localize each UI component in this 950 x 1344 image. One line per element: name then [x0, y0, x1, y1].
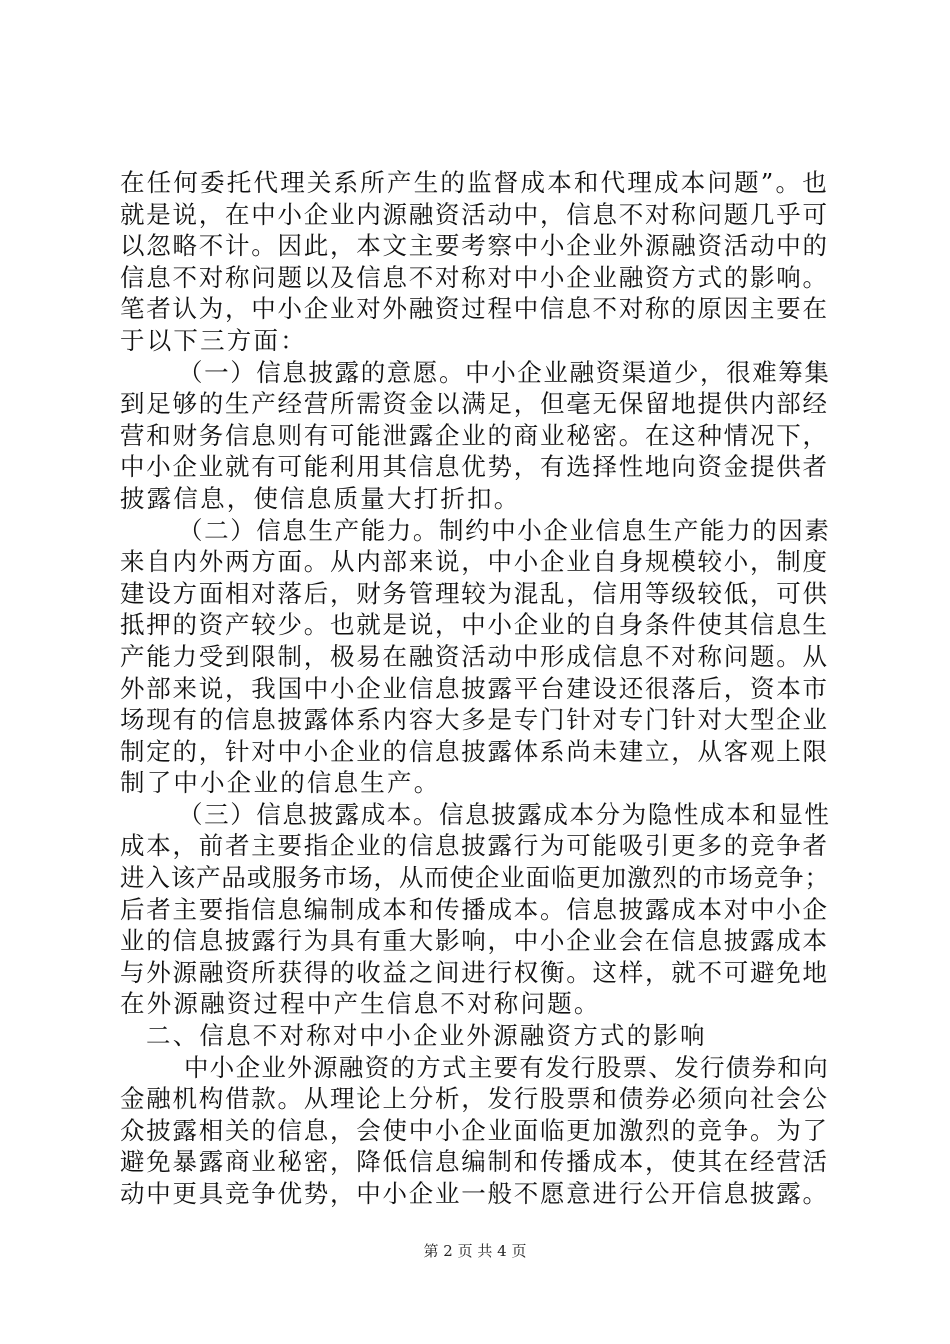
text-line: 成本，前者主要指企业的信息披露行为可能吸引更多的竞争者 — [120, 831, 829, 861]
document-body — [120, 167, 832, 1210]
text-line: 避免暴露商业秘密，降低信息编制和传播成本，使其在经营活 — [120, 1147, 829, 1177]
text-line: 金融机构借款。从理论上分析，发行股票和债券必须向社会公 — [120, 1084, 829, 1114]
text-line: 众披露相关的信息，会使中小企业面临更加激烈的竞争。为了 — [120, 1115, 829, 1145]
text-line: 在任何委托代理关系所产生的监督成本和代理成本问题”。也 — [120, 168, 829, 197]
text-line: 披露信息，使信息质量大打折扣。 — [120, 483, 521, 513]
text-line: （二）信息生产能力。制约中小企业信息生产能力的因素 — [178, 515, 831, 545]
text-line: 来自内外两方面。从内部来说，中小企业自身规模较小，制度 — [120, 547, 829, 577]
text-line: 制定的，针对中小企业的信息披露体系尚未建立，从客观上限 — [120, 736, 829, 766]
text-line: 到足够的生产经营所需资金以满足，但毫无保留地提供内部经 — [120, 389, 829, 419]
text-line: 二、信息不对称对中小企业外源融资方式的影响 — [146, 1021, 707, 1051]
text-line: 产能力受到限制，极易在融资活动中形成信息不对称问题。从 — [120, 641, 829, 671]
text-line: 中小企业外源融资的方式主要有发行股票、发行债券和向 — [184, 1052, 829, 1082]
text-line: 外部来说，我国中小企业信息披露平台建设还很落后，资本市 — [120, 673, 829, 703]
text-line: 信息不对称问题以及信息不对称对中小企业融资方式的影响。 — [120, 262, 829, 292]
page-footer: 第 2 页 共 4 页 — [423, 1242, 527, 1260]
text-line: 就是说，在中小企业内源融资活动中，信息不对称问题几乎可 — [120, 199, 829, 229]
text-line: （一）信息披露的意愿。中小企业融资渠道少，很难筹集 — [178, 357, 831, 387]
text-line: 业的信息披露行为具有重大影响，中小企业会在信息披露成本 — [120, 926, 829, 956]
text-line: 抵押的资产较少。也就是说，中小企业的自身条件使其信息生 — [120, 610, 829, 640]
text-line: 场现有的信息披露体系内容大多是专门针对专门针对大型企业 — [120, 705, 829, 735]
text-line: 后者主要指信息编制成本和传播成本。信息披露成本对中小企 — [120, 894, 829, 924]
text-line: 动中更具竞争优势，中小企业一般不愿意进行公开信息披露。 — [120, 1179, 829, 1208]
text-line: 笔者认为，中小企业对外融资过程中信息不对称的原因主要在 — [120, 294, 829, 324]
text-line: 于以下三方面： — [120, 325, 307, 355]
text-line: 建设方面相对落后，财务管理较为混乱，信用等级较低，可供 — [120, 578, 829, 608]
text-line: 中小企业就有可能利用其信息优势，有选择性地向资金提供者 — [120, 452, 829, 482]
text-line: 营和财务信息则有可能泄露企业的商业秘密。在这种情况下， — [120, 420, 829, 450]
text-line: 进入该产品或服务市场，从而使企业面临更加激烈的市场竞争； — [120, 863, 830, 893]
text-line: 制了中小企业的信息生产。 — [120, 768, 441, 798]
text-line: 以忽略不计。因此，本文主要考察中小企业外源融资活动中的 — [120, 231, 829, 261]
text-line: 与外源融资所获得的收益之间进行权衡。这样，就不可避免地 — [120, 957, 829, 987]
text-line: 在外源融资过程中产生信息不对称问题。 — [120, 989, 601, 1019]
text-line: （三）信息披露成本。信息披露成本分为隐性成本和显性 — [178, 799, 831, 829]
